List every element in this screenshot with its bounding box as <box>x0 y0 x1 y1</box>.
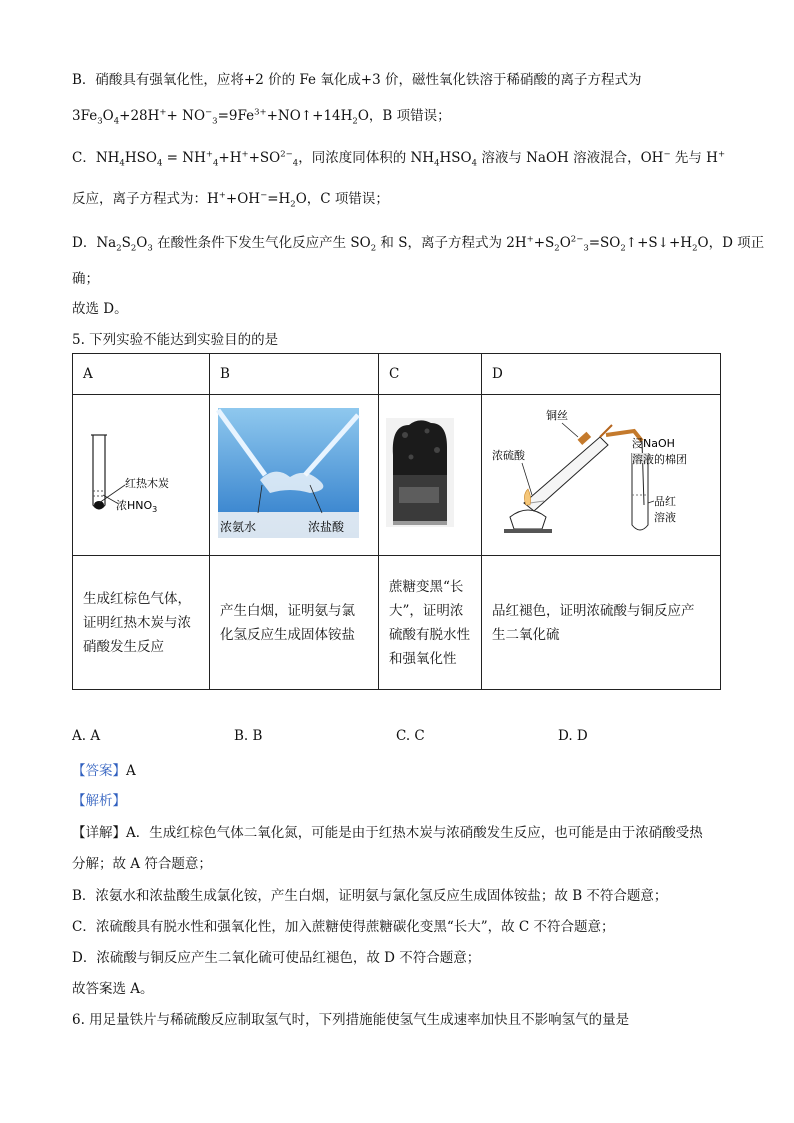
previous-conclusion: 故选 D。 <box>72 301 128 317</box>
figure-c-cell <box>379 395 482 556</box>
figure-a-cell <box>73 395 210 556</box>
answer-line: 【答案】A <box>72 763 136 779</box>
label-copper-wire: 铜丝 <box>546 409 568 422</box>
cell-b-text: 产生白烟，证明氨与氯 化氢反应生成固体铵盐 <box>210 556 379 690</box>
test-tube-charcoal-figure <box>73 395 209 551</box>
option-b-line1: B．硝酸具有强氧化性，应将+2 价的 Fe 氧化成+3 价，磁性氧化铁溶于稀硝酸的离子方程式为 <box>72 72 642 88</box>
label-magenta-1: 品红 <box>654 495 676 508</box>
label-conc-ammonia: 浓氨水 <box>220 520 257 534</box>
sucrose-charring-photo <box>379 395 481 551</box>
option-d-line2: 确； <box>72 271 99 287</box>
label-naoh-cotton-2: 溶液的棉团 <box>632 453 687 466</box>
analysis-tag: 【解析】 <box>72 793 126 809</box>
header-b: B <box>210 354 379 395</box>
choice-b: B. B <box>234 728 263 744</box>
detail-line1: 【详解】A．生成红棕色气体二氧化氮，可能是由于红热木炭与浓硝酸发生反应，也可能是由于浓硝酸受热 <box>72 825 703 841</box>
label-naoh-cotton-1: 浸NaOH <box>632 437 675 450</box>
option-b-equation: $3Fe_3O_4+28H^++$ $NO^-_3=9Fe^{3+}+NO↑+14H_2O$，B 项错误； <box>72 107 451 127</box>
label-conc-hno3: 浓$HNO_3$ <box>116 499 158 514</box>
option-d-line1: D．$Na_2S_2O_3$ 在酸性条件下发生气化反应产生 $SO_2$ 和 S，离子方程式为 $2H^++S_2O^{2-}_3=SO_2↑+S↓+H_2O$，D 项正 <box>72 234 765 254</box>
label-hot-charcoal: 红热木炭 <box>125 477 169 490</box>
option-c-line1: C．$NH_4HSO_4 = NH^+_4+H^++SO^{2-}_4$，同浓度同体积的 $NH_4HSO_4$ 溶液与 NaOH 溶液混合，OH− 先与 H+ <box>72 149 726 169</box>
cell-a-text: 生成红棕色气体， 证明红热木炭与浓 硝酸发生反应 <box>73 556 210 690</box>
choice-c: C. C <box>396 728 425 744</box>
choice-d: D. D <box>558 728 588 744</box>
detail-line5: D．浓硫酸与铜反应产生二氧化硫可使品红褪色，故 D 不符合题意； <box>72 950 481 966</box>
header-c: C <box>379 354 482 395</box>
label-magenta-2: 溶液 <box>654 511 676 524</box>
ammonia-hcl-photo <box>210 395 378 551</box>
figure-b-cell <box>210 395 379 556</box>
figure-d-cell <box>482 395 721 556</box>
detail-line3: B．浓氨水和浓盐酸生成氯化铵，产生白烟，证明氨与氯化氢反应生成固体铵盐；故 B 不符合题意； <box>72 888 668 904</box>
q5-conclusion: 故答案选 A。 <box>72 981 154 997</box>
detail-line2: 分解；故 A 符合题意； <box>72 856 212 872</box>
option-c-line2: 反应，离子方程式为：$H^++OH^-=H_2O$，C 项错误； <box>72 190 389 210</box>
header-d: D <box>482 354 721 395</box>
detail-line4: C．浓硫酸具有脱水性和强氧化性，加入蔗糖使得蔗糖碳化变黑“长大”，故 C 不符合题意； <box>72 919 615 935</box>
choice-a: A. A <box>72 728 101 744</box>
label-conc-h2so4: 浓硫酸 <box>492 449 525 462</box>
cell-d-text: 品红褪色，证明浓硫酸与铜反应产 生二氧化硫 <box>482 556 721 690</box>
cell-c-text: 蔗糖变黑“长 大”，证明浓 硫酸有脱水性 和强氧化性 <box>379 556 482 690</box>
header-a: A <box>73 354 210 395</box>
question-5-stem: 5. 下列实验不能达到实验目的的是 <box>72 332 279 348</box>
label-conc-hcl: 浓盐酸 <box>308 520 345 534</box>
question-6-stem: 6. 用足量铁片与稀硫酸反应制取氢气时，下列措施能使氢气生成速率加快且不影响氢气的量是 <box>72 1012 630 1028</box>
experiment-table <box>72 353 721 690</box>
copper-sulfuric-apparatus <box>482 395 720 551</box>
